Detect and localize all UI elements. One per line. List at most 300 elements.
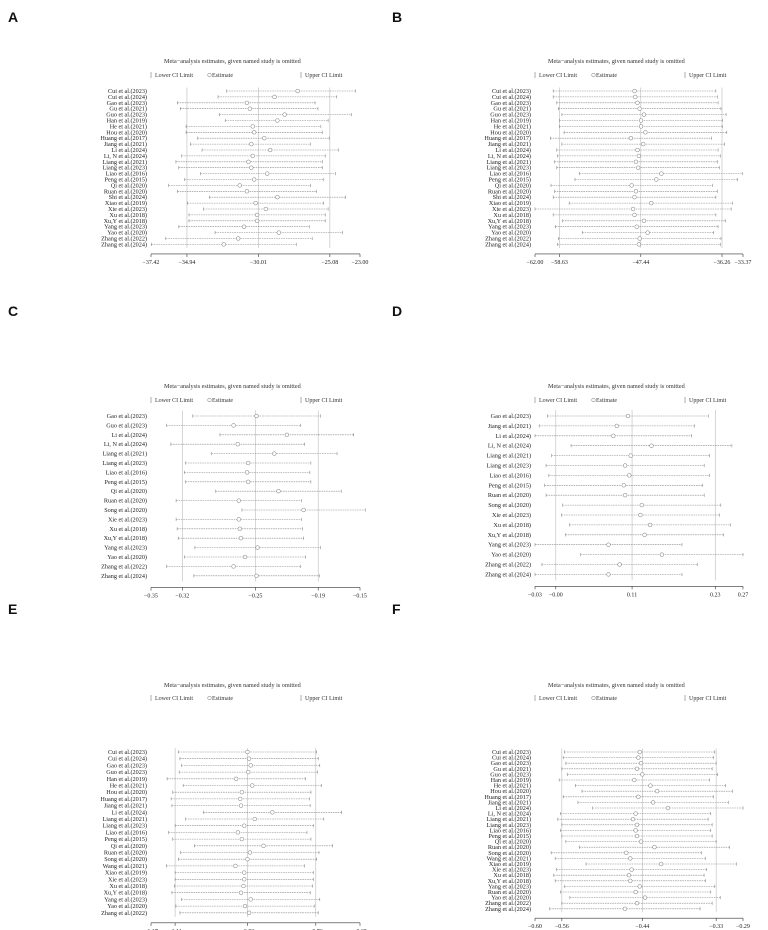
study-label: Guo et al.(2023) [106, 422, 147, 430]
x-tick-label: −0.03 [528, 592, 542, 599]
study-label: Li et al.(2024) [495, 805, 531, 812]
study-label: Zhang et al.(2024) [101, 241, 147, 249]
estimate-point [238, 527, 242, 531]
estimate-point [618, 563, 622, 567]
estimate-point [631, 207, 635, 211]
estimate-point [296, 89, 300, 93]
study-label: Li et al.(2024) [495, 432, 531, 440]
x-tick-label: −0.15 [353, 593, 367, 600]
estimate-point [255, 574, 259, 578]
panel-title: Meta−analysis estimates, given named study is omitted [164, 58, 301, 65]
estimate-point [636, 756, 640, 760]
estimate-point [660, 553, 664, 557]
study-label: Peng et al.(2015) [104, 478, 147, 486]
study-row [111, 488, 341, 495]
study-label: Xie et al.(2023) [107, 516, 147, 524]
estimate-point [607, 543, 611, 547]
study-label: Xiao et al.(2019) [104, 869, 147, 877]
estimate-point [653, 845, 657, 849]
estimate-point [655, 789, 659, 793]
study-row [106, 422, 300, 429]
estimate-point [639, 761, 643, 765]
estimate-point [640, 773, 644, 777]
estimate-point [640, 503, 644, 507]
estimate-point [245, 101, 249, 105]
study-label: Xie et al.(2023) [491, 866, 531, 874]
estimate-point [638, 513, 642, 517]
estimate-point [232, 565, 236, 569]
study-row [101, 910, 318, 917]
study-label: Zhang et al.(2022) [485, 900, 531, 908]
study-label: Qi et al.(2020) [110, 842, 147, 850]
legend-estimate-marker [208, 398, 212, 402]
legend-estimate-marker [592, 73, 596, 77]
estimate-point [638, 750, 642, 754]
estimate-point [638, 885, 642, 889]
study-label: Yang et al.(2023) [104, 223, 147, 231]
study-label: Guo et al.(2023) [106, 111, 147, 119]
estimate-point [646, 231, 650, 235]
estimate-point [283, 113, 287, 117]
study-label: Peng et al.(2015) [104, 176, 147, 184]
panel-letter: E [8, 601, 18, 617]
study-label: Zhang et al.(2024) [485, 905, 531, 913]
study-label: Xu,Y et al.(2018) [487, 217, 531, 225]
study-label: Xu,Y et al.(2018) [103, 535, 147, 543]
estimate-point [648, 523, 652, 527]
panel-title: Meta−analysis estimates, given named study is omitted [164, 682, 301, 689]
estimate-point [247, 757, 251, 761]
study-label: Peng et al.(2015) [488, 833, 531, 840]
legend-label: Lower CI Limit [539, 73, 577, 79]
study-label: Liang et al.(2021) [102, 816, 147, 823]
study-row [491, 413, 709, 420]
estimate-point [650, 444, 654, 448]
panel-title: Meta−analysis estimates, given named study is omitted [548, 58, 685, 65]
panel-title: Meta−analysis estimates, given named study is omitted [548, 682, 685, 689]
estimate-point [651, 801, 655, 805]
x-tick-label: −0.35 [144, 593, 158, 600]
estimate-point [629, 454, 633, 458]
study-label: Song et al.(2020) [104, 856, 147, 864]
study-row [104, 498, 302, 505]
study-label: Guo et al.(2023) [490, 771, 531, 779]
study-label: Song et al.(2020) [488, 502, 531, 510]
x-tick-label: −47.44 [632, 259, 650, 266]
estimate-point [232, 424, 236, 428]
study-label: Liang et al.(2023) [102, 822, 147, 830]
panel-letter: F [392, 601, 401, 617]
study-label: Yao et al.(2020) [491, 229, 531, 237]
study-label: Liao et al.(2016) [489, 170, 531, 178]
estimate-point [262, 136, 266, 140]
x-tick-label: 0.27 [737, 592, 749, 599]
study-label: Cui et al.(2023) [107, 88, 147, 95]
study-label: Ruan et al.(2020) [103, 849, 147, 857]
panel-a [8, 9, 368, 266]
study-row [107, 413, 321, 420]
estimate-point [639, 119, 643, 123]
estimate-point [253, 817, 257, 821]
estimate-point [633, 89, 637, 93]
study-row [495, 805, 743, 812]
study-label: Huang et al.(2017) [484, 135, 531, 143]
estimate-point [242, 824, 246, 828]
study-label: Guo et al.(2023) [490, 111, 531, 119]
study-row [487, 463, 705, 470]
x-tick-label: −0.44 [635, 924, 650, 930]
panel-letter: D [392, 303, 403, 319]
estimate-point [635, 225, 639, 229]
study-label: Wang et al.(2021) [486, 855, 531, 863]
estimate-point [637, 243, 641, 247]
estimate-point [623, 907, 627, 911]
study-label: Ruan et al.(2020) [103, 497, 147, 505]
study-label: Xu et al.(2018) [493, 211, 531, 219]
study-row [490, 472, 710, 479]
estimate-point [624, 851, 628, 855]
estimate-point [246, 480, 250, 484]
legend [535, 695, 727, 702]
study-label: Gao et al.(2023) [490, 413, 531, 420]
estimate-point [242, 225, 246, 229]
estimate-point [642, 113, 646, 117]
estimate-point [238, 797, 242, 801]
legend-label: Lower CI Limit [155, 73, 193, 79]
study-label: Ruan et al.(2020) [487, 844, 531, 852]
x-tick-label: 0.23 [710, 592, 721, 599]
x-tick-label: −0.33 [709, 924, 724, 930]
estimate-point [636, 148, 640, 152]
study-label: Shi et al.(2024) [492, 194, 531, 202]
estimate-point [246, 461, 250, 465]
estimate-point [275, 195, 279, 199]
legend-label: Upper CI Limit [689, 73, 727, 79]
estimate-point [236, 442, 240, 446]
study-label: Cui et al.(2023) [107, 749, 147, 756]
study-label: Gao et al.(2023) [490, 99, 531, 107]
estimate-point [634, 160, 638, 164]
study-row [106, 469, 310, 476]
study-label: He et al.(2021) [493, 123, 531, 131]
study-label: Liang et al.(2023) [486, 164, 531, 172]
panel-letter: B [392, 9, 403, 25]
study-label: Cui et al.(2024) [491, 93, 531, 101]
study-label: Ruan et al.(2020) [487, 492, 531, 500]
study-label: Li, N et al.(2024) [103, 152, 147, 160]
study-label: Liao et al.(2016) [105, 170, 147, 178]
study-label: Yao et al.(2020) [107, 903, 147, 911]
estimate-point [659, 862, 663, 866]
study-label: Xu et al.(2018) [109, 211, 147, 219]
estimate-point [234, 864, 238, 868]
study-label: Hou et al.(2020) [106, 789, 147, 797]
study-label: Zhang et al.(2024) [485, 571, 531, 579]
study-label: Li et al.(2024) [495, 147, 531, 154]
estimate-point [639, 840, 643, 844]
study-label: Xie et al.(2023) [107, 876, 147, 884]
study-label: He et al.(2021) [109, 782, 147, 790]
estimate-point [239, 804, 243, 808]
panel-f [392, 601, 750, 930]
study-row [485, 571, 682, 578]
estimate-point [239, 536, 243, 540]
estimate-point [264, 207, 268, 211]
estimate-point [623, 464, 627, 468]
x-tick-label: −36.26 [713, 259, 731, 266]
estimate-point [644, 130, 648, 134]
estimate-point [615, 424, 619, 428]
x-tick-label: −25.08 [321, 259, 339, 266]
panel-e [8, 601, 367, 930]
estimate-point [643, 896, 647, 900]
study-label: Gao et al.(2023) [490, 760, 531, 768]
panel-c [8, 303, 367, 599]
study-row [489, 482, 703, 489]
study-label: Qi et al.(2020) [494, 182, 531, 190]
study-label: Xiao et al.(2019) [104, 200, 147, 208]
legend-label: Upper CI Limit [305, 73, 343, 79]
study-label: Qi et al.(2020) [110, 488, 147, 496]
legend-estimate-marker [208, 696, 212, 700]
estimate-point [272, 452, 276, 456]
legend [151, 72, 343, 79]
study-label: Liang et al.(2023) [486, 462, 531, 470]
estimate-point [242, 871, 246, 875]
study-label: Song et al.(2020) [104, 507, 147, 514]
study-label: Cui et al.(2024) [107, 93, 147, 101]
estimate-point [654, 178, 658, 182]
study-label: Jiang et al.(2021) [487, 799, 531, 807]
study-label: Guo et al.(2023) [106, 769, 147, 777]
estimate-point [660, 172, 664, 176]
estimate-point [238, 184, 242, 188]
study-label: Li et al.(2024) [111, 431, 147, 439]
estimate-point [666, 806, 670, 810]
study-row [108, 516, 301, 523]
estimate-point [611, 434, 615, 438]
x-tick-label: 0.11 [626, 592, 638, 599]
estimate-point [275, 119, 279, 123]
study-label: Liao et al.(2016) [105, 829, 147, 837]
study-label: He et al.(2021) [493, 782, 531, 790]
study-label: Gu et al.(2021) [109, 105, 147, 113]
study-label: Liang et al.(2021) [486, 158, 531, 166]
legend-estimate-marker [208, 73, 212, 77]
study-label: Gao et al.(2023) [106, 99, 147, 107]
x-tick-label: −37.42 [142, 259, 160, 266]
estimate-point [245, 471, 249, 475]
study-label: Zhang et al.(2024) [485, 241, 531, 249]
x-tick-label: −0.19 [311, 593, 326, 600]
study-label: Ruan et al.(2020) [487, 889, 531, 896]
estimate-point [236, 237, 240, 241]
study-label: Zhang et al.(2022) [485, 235, 531, 243]
estimate-point [273, 95, 277, 99]
study-label: Xiao et al.(2019) [488, 200, 531, 208]
study-label: Liang et al.(2021) [486, 816, 531, 824]
estimate-point [643, 533, 647, 537]
estimate-point [270, 810, 274, 814]
legend-label: Upper CI Limit [689, 696, 727, 702]
legend [151, 695, 343, 702]
estimate-point [635, 823, 639, 827]
estimate-point [249, 142, 253, 146]
estimate-point [642, 219, 646, 223]
panel-b [392, 9, 751, 266]
study-row [104, 545, 320, 552]
panel-letter: A [8, 9, 19, 25]
study-label: Zhang et al.(2024) [101, 572, 147, 580]
estimate-point [639, 125, 643, 129]
study-label: Liang et al.(2023) [102, 460, 147, 467]
estimate-point [248, 851, 252, 855]
study-label: Huang et al.(2017) [484, 793, 531, 801]
estimate-point [239, 891, 243, 895]
x-tick-label: −0.32 [175, 593, 190, 600]
panel-d [392, 303, 748, 598]
study-label: Xu et al.(2018) [109, 525, 147, 533]
estimate-point [255, 213, 259, 217]
legend [535, 397, 727, 404]
estimate-point [635, 901, 639, 905]
study-label: Cui et al.(2024) [491, 754, 531, 762]
estimate-point [255, 219, 259, 223]
estimate-point [249, 898, 253, 902]
study-label: Huang et al.(2017) [100, 135, 147, 143]
estimate-point [251, 154, 255, 158]
estimate-point [626, 414, 630, 418]
x-tick-label: −34.94 [178, 259, 196, 266]
study-label: Zhang et al.(2022) [101, 563, 147, 571]
estimate-point [637, 154, 641, 158]
x-tick-label: −23.00 [351, 259, 369, 266]
study-label: Qi et al.(2020) [110, 182, 147, 190]
study-label: Hou et al.(2020) [490, 129, 531, 137]
study-label: Yang et al.(2023) [488, 223, 531, 231]
study-label: Peng et al.(2015) [488, 482, 531, 490]
panel-title: Meta−analysis estimates, given named study is omitted [164, 383, 301, 390]
study-row [488, 423, 695, 430]
study-label: Wang et al.(2021) [102, 862, 147, 870]
legend-label: Estimate [596, 696, 617, 702]
estimate-point [302, 508, 306, 512]
estimate-point [245, 189, 249, 193]
study-label: Li et al.(2024) [111, 809, 147, 817]
study-row [104, 535, 304, 542]
study-row [488, 542, 682, 549]
estimate-point [252, 130, 256, 134]
study-row [492, 512, 719, 519]
study-label: Jiang et al.(2021) [103, 141, 147, 149]
legend-label: Upper CI Limit [305, 398, 343, 404]
estimate-point [246, 750, 250, 754]
study-label: Jiang et al.(2021) [487, 422, 531, 430]
study-row [101, 563, 300, 570]
study-label: Shi et al.(2024) [108, 194, 147, 202]
study-label: Qi et al.(2020) [494, 838, 531, 846]
study-label: Yao et al.(2020) [107, 229, 147, 237]
study-row [488, 492, 704, 499]
study-row [111, 432, 353, 439]
study-label: Liang et al.(2021) [486, 452, 531, 460]
study-label: Ruan et al.(2020) [487, 188, 531, 196]
study-label: Zhang et al.(2022) [485, 561, 531, 569]
study-label: Han et al.(2019) [490, 117, 531, 125]
estimate-point [247, 911, 251, 915]
study-label: Li, N et al.(2024) [487, 442, 531, 450]
estimate-point [246, 160, 250, 164]
study-label: Han et al.(2019) [490, 777, 531, 784]
estimate-point [265, 172, 269, 176]
panel-title: Meta−analysis estimates, given named study is omitted [548, 383, 685, 390]
estimate-point [249, 764, 253, 768]
x-tick-label: −0.56 [554, 924, 569, 930]
study-label: Zhang et al.(2022) [101, 909, 147, 917]
estimate-point [649, 201, 653, 205]
estimate-point [268, 148, 272, 152]
estimate-point [627, 873, 631, 877]
study-row [493, 522, 730, 529]
study-label: Liao et al.(2016) [105, 469, 147, 477]
legend-label: Lower CI Limit [539, 398, 577, 404]
estimate-point [234, 777, 238, 781]
estimate-point [240, 790, 244, 794]
x-tick-label: −33.37 [734, 259, 752, 266]
study-row [109, 526, 302, 533]
legend-estimate-marker [592, 398, 596, 402]
study-row [488, 443, 732, 450]
estimate-point [246, 857, 250, 861]
study-label: Xie et al.(2023) [107, 206, 147, 213]
study-label: Xu et al.(2018) [493, 521, 531, 529]
study-row [104, 441, 305, 448]
legend-label: Lower CI Limit [155, 696, 193, 702]
estimate-point [236, 831, 240, 835]
estimate-point [633, 213, 637, 217]
study-label: Huang et al.(2017) [100, 795, 147, 803]
estimate-point [634, 189, 638, 193]
study-row [107, 554, 305, 561]
study-label: Yao et al.(2020) [491, 551, 531, 559]
panel-letter: C [8, 303, 19, 319]
estimate-point [237, 499, 241, 503]
study-row [488, 532, 724, 539]
study-label: Xu,Y et al.(2018) [103, 889, 147, 897]
study-row [101, 241, 296, 248]
estimate-point [634, 812, 638, 816]
study-label: Xiao et al.(2019) [488, 861, 531, 868]
estimate-point [243, 555, 247, 559]
legend-label: Lower CI Limit [539, 696, 577, 702]
study-row [495, 433, 691, 440]
study-label: Gao et al.(2023) [106, 762, 147, 770]
estimate-point [262, 844, 266, 848]
study-label: Jiang et al.(2021) [103, 802, 147, 810]
estimate-point [634, 829, 638, 833]
study-label: Liang et al.(2023) [486, 821, 531, 829]
study-label: Liao et al.(2016) [489, 472, 531, 480]
study-row [491, 552, 743, 559]
study-row [487, 453, 710, 460]
estimate-point [628, 879, 632, 883]
x-tick-label: −62.00 [526, 259, 544, 266]
study-label: Yao et al.(2020) [107, 554, 147, 561]
estimate-point [277, 231, 281, 235]
study-row [488, 502, 721, 509]
legend-label: Upper CI Limit [689, 398, 727, 404]
estimate-point [240, 837, 244, 841]
